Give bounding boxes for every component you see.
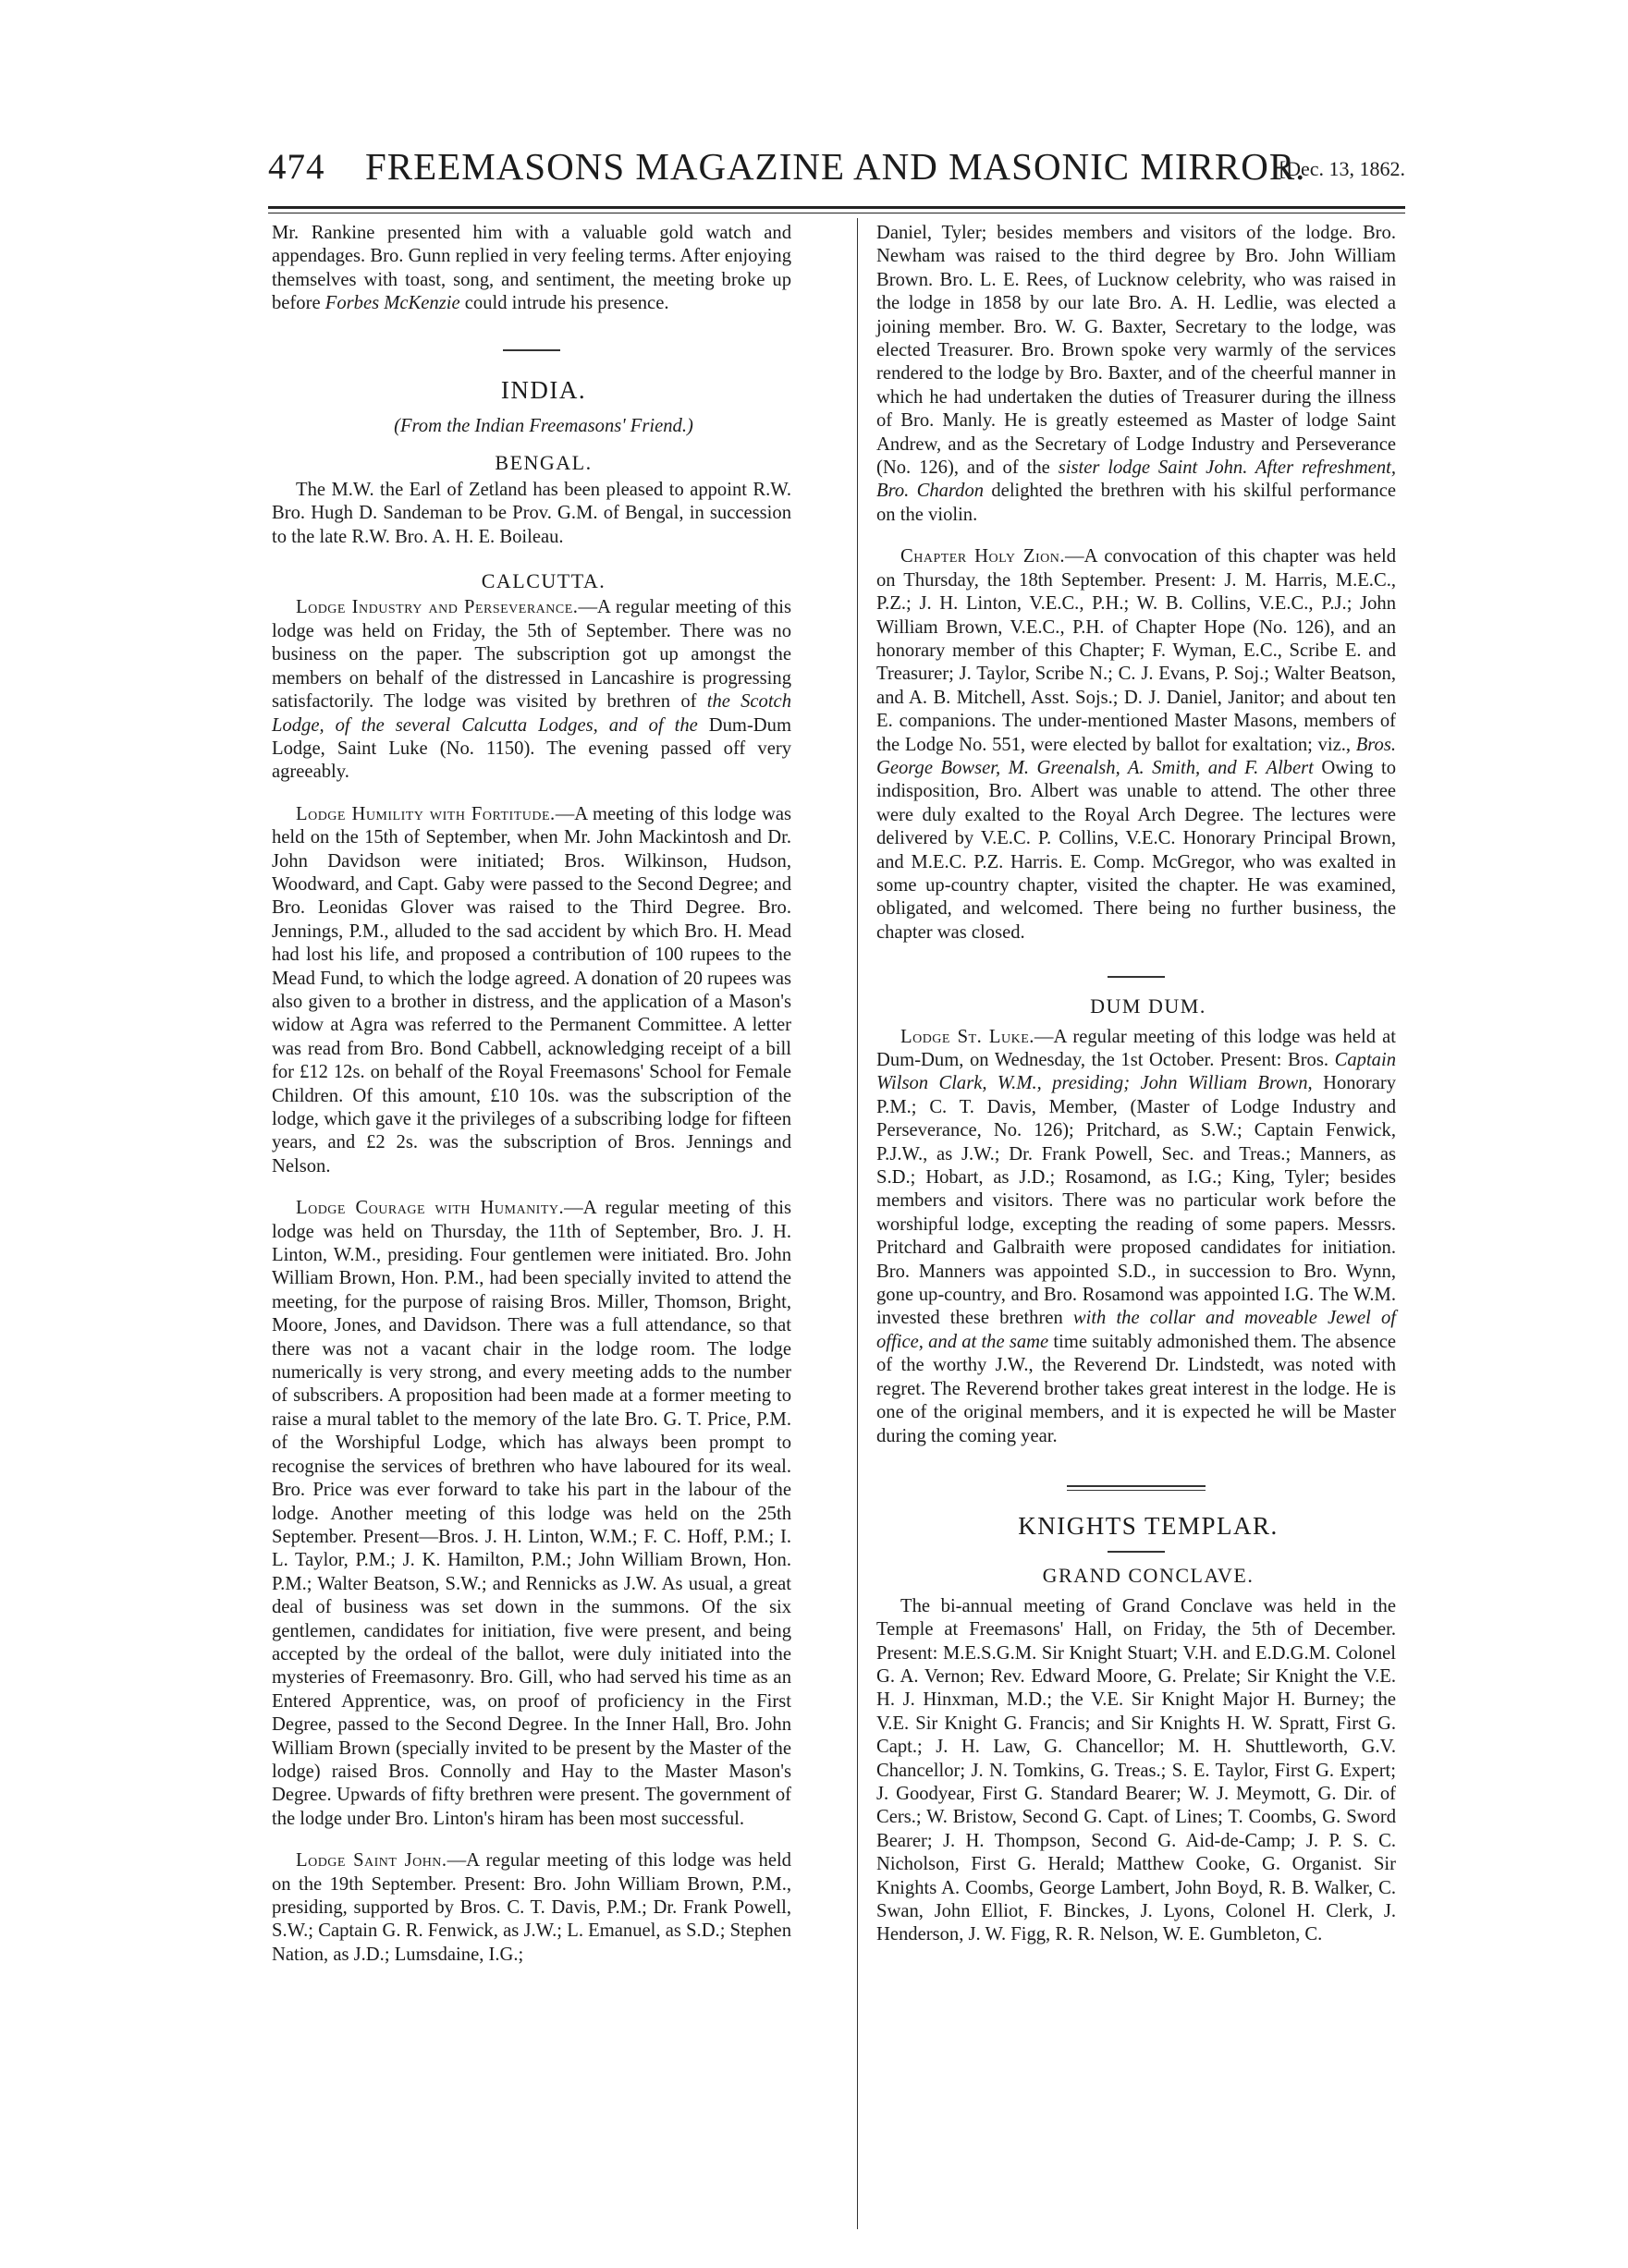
courage-paragraph: Lodge Courage with Humanity.—A regular meeting of this lodge was held on Thursday, the 11th of September, Bro. J. H. Linton, W.M., presiding. Four gentlemen were initiated. Bro. John William Brown, Hon. P.M., had been specially invited to attend the meeting, for the purpose of raising Bros. Miller, Thomson, Bright, Moore, Jones, and Davidson. There was a full attendance, so that there was not a vacant chair in the lodge room. The lodge numerically is very strong, and every meeting adds to the number of subscribers. A proposition had been made at a former meeting to raise a mural tablet to the memory of the late Bro. G. T. Price, P.M. of the Worshipful Lodge, which has always been prompt to recognise the services of brethren who have laboured for its weal. Bro. Price was ever forward to take his part in the labour of the lodge. Another meeting of this lodge was held on the 25th September. Present—Bros. J. H. Linton, W.M.; F. C. Hoff, P.M.; I. L. Taylor, P.M.; J. K. Hamilton, P.M.; John William Brown, Hon. P.M.; Walter Beatson, S.W.; and Rennicks as J.W. As usual, a great deal of business was set down in the summons. Of the six gentlemen, candidates for initiation, five were present, and being accepted by the ordeal of the ballot, were duly initiated into the mysteries of Freemasonry. Bro. Gill, who had served his time as an Entered Apprentice, was, on proof of proficiency in the First Degree, passed to the Second Degree. In the Inner Hall, Bro. John William Brown (specially invited to be present by the Master of the lodge) raised Bros. Connolly and Hay to the Master Mason's Degree. Upwards of fifty brethren were present. The government of the lodge under Bro. Linton's hiram has been most successful. <box>272 1198 791 1829</box>
page-number: 474 <box>268 147 325 187</box>
stluke-lead: Lodge St. Luke. <box>900 1026 1034 1047</box>
grand-conclave-paragraph: The bi-annual meeting of Grand Conclave was held in the Temple at Freemasons' Hall, on Friday, the 5th of December. Present: M.E.S.G.M. Sir Knight Stuart; V.H. and E.D.G.M. Colonel G. A. Vernon; Rev. Edward Moore, G. Prelate; Sir Knight the V.E. H. J. Hinxman, M.D.; the V.E. Sir Knight Major H. Burney; the V.E. Sir Knight G. Francis; and Sir Knights H. W. Spratt, First G. Capt.; J. H. Law, G. Chancellor; M. H. Shuttleworth, G.V. Chancellor; J. N. Tomkins, G. Treas.; S. E. Taylor, First G. Expert; J. Goodyear, First G. Standard Bearer; W. J. Meymott, G. Dir. of Cers.; W. Bristow, Second G. Capt. of Lines; T. Coombs, G. Sword Bearer; J. H. Thompson, Second G. Aid-de-Camp; J. P. S. C. Nicholson, First G. Herald; Matthew Cooke, G. Organist. Sir Knights A. Coombs, George Lambert, John Boyd, R. B. Walker, C. Swan, John Elliot, F. Binckes, J. Lyons, Colonel H. Clerk, J. Henderson, J. W. Figg, R. R. Nelson, W. E. Gumbleton, C. <box>876 1595 1396 1945</box>
bengal-paragraph: The M.W. the Earl of Zetland has been pleased to appoint R.W. Bro. Hugh D. Sandeman to be Prov. G.M. of Bengal, in succession to the late R.W. Bro. A. H. E. Boileau. <box>272 479 791 547</box>
intro-paragraph: Mr. Rankine presented him with a valuable gold watch and appendages. Bro. Gunn replied in very feeling terms. After enjoying themselves with toast, song, and sentiment, the meeting broke up before Forbes McKenzie could intrude his presence. <box>272 223 791 314</box>
holyzion-lead: Chapter Holy Zion. <box>900 546 1066 567</box>
industry-paragraph: Lodge Industry and Perseverance.—A regular meeting of this lodge was held on Friday, the 5th of September. There was no business on the paper. The subscription got up amongst the members on behalf of the distressed in Lancashire is progressing satisfactorily. The lodge was visited by brethren of the Scotch Lodge, of the several Calcutta Lodges, and of the Dum-Dum Lodge, Saint Luke (No. 1150). The evening passed off very agreeably. <box>272 597 791 783</box>
stjohn-lead: Lodge Saint John. <box>296 1850 447 1872</box>
left-column <box>272 222 791 1967</box>
india-byline: (From the Indian Freemasons' Friend.) <box>394 416 693 437</box>
intro-italic: Forbes McKenzie <box>324 293 460 314</box>
stjohn-paragraph: Lodge Saint John.—A regular meeting of this lodge was held on the 19th September. Present: Bro. John William Brown, P.M., presiding, supported by Bros. C. T. Davis, P.M.; Dr. Frank Powell, S.W.; Captain G. R. Fenwick, as J.W.; L. Emanuel, as S.D.; Stephen Nation, as J.D.; Lumsdaine, I.G.; <box>272 1850 791 1965</box>
masthead-title: FREEMASONS MAGAZINE AND MASONIC MIRROR. <box>365 145 1306 188</box>
header-rule-thick <box>268 206 1405 209</box>
stluke-paragraph: Lodge St. Luke.—A regular meeting of this lodge was held at Dum-Dum, on Wednesday, the 1st October. Present: Bros. Captain Wilson Clark, W.M., presiding; John William Brown, Honorary P.M.; C. T. Davis, Member, (Master of Lodge Industry and Perseverance, No. 126); Pritchard, as S.W.; Captain Fenwick, P.J.W., as J.W.; Dr. Frank Powell, Sec. and Treas.; Manners, as S.D.; Hobart, as J.D.; Rosamond, as I.G.; King, Tyler; besides members and visitors. There was no particular work before the worshipful lodge, excepting the reading of some papers. Messrs. Pritchard and Galbraith were proposed candidates for initiation. Bro. Manners was appointed S.D., in succession to Bro. Wynn, gone up-country, and Bro. Rosamond was appointed I.G. The W.M. invested these brethren with the collar and moveable Jewel of office, and at the same time suitably admonished them. The absence of the worthy J.W., the Reverend Dr. Lindstedt, was noted with regret. The Reverend brother takes great interest in the lodge. He is one of the original members, and it is expected he will be Master during the coming year. <box>876 1026 1396 1446</box>
calcutta-heading: CALCUTTA. <box>481 569 606 593</box>
right-column <box>876 222 1396 1947</box>
dumdum-heading: DUM DUM. <box>1090 994 1206 1018</box>
holyzion-paragraph: Chapter Holy Zion.—A convocation of this chapter was held on Thursday, the 18th September. Present: J. M. Harris, M.E.C., P.Z.; J. H. Linton, V.E.C., P.H.; W. B. Collins, V.E.C., P.J.; John William Brown, V.E.C., P.H. of Chapter Hope (No. 126), and an honorary member of this Chapter; F. Wyman, E.C., Scribe E. and Treasurer; J. Taylor, Scribe N.; C. J. Evans, P. Soj.; Walter Beatson, and A. B. Mitchell, Asst. Sojs.; D. J. Daniel, Janitor; and about ten E. companions. The under-mentioned Master Masons, members of the Lodge No. 551, were elected by ballot for exaltation; viz., Bros. George Bowser, M. Greenalsh, A. Smith, and F. Albert Owing to indisposition, Bro. Albert was unable to attend. The other three were duly exalted to the Royal Arch Degree. The lectures were delivered by V.E.C. P. Collins, V.E.C. Honorary Principal Brown, and M.E.C. P.Z. Harris. E. Comp. McGregor, who was exalted in some up-country chapter, visited the chapter. He was examined, obligated, and welcomed. There being no further business, the chapter was closed. <box>876 546 1396 943</box>
page-header <box>268 144 1405 190</box>
column-divider <box>857 218 858 2229</box>
courage-lead: Lodge Courage with Humanity. <box>296 1198 565 1219</box>
grand-conclave-heading: GRAND CONCLAVE. <box>1042 1564 1255 1588</box>
humility-paragraph: Lodge Humility with Fortitude.—A meeting of this lodge was held on the 15th of September, when Mr. John Mackintosh and Dr. John Davidson were initiated; Bros. Wilkinson, Hudson, Woodward, and Capt. Gaby were passed to the Second Degree; and Bro. Leonidas Glover was raised to the Third Degree. Bro. Jennings, P.M., alluded to the sad accident by which Bro. H. Mead had lost his life, and proposed a contribution of 100 rupees to the Mead Fund, to which the lodge agreed. A donation of 20 rupees was also given to a brother in distress, and the application of a Mason's widow at Agra was referred to the Permanent Committee. A letter was read from Bro. Bond Cabbell, acknowledging receipt of a bill for £12 12s. on behalf of the Royal Freemasons' School for Female Children. Of this amount, £10 10s. was the subscription of the lodge, which gave it the privileges of a subscribing lodge for fifteen years, and £2 2s. was the subscription of Bros. Jennings and Nelson. <box>272 803 791 1177</box>
industry-lead: Lodge Industry and Perseverance. <box>296 597 579 618</box>
issue-date: [Dec. 13, 1862. <box>1279 157 1405 180</box>
india-heading: INDIA. <box>500 375 587 404</box>
humility-lead: Lodge Humility with Fortitude. <box>296 803 556 824</box>
bengal-heading: BENGAL. <box>495 451 593 475</box>
knights-templar-heading: KNIGHTS TEMPLAR. <box>1018 1511 1279 1540</box>
stjohn-continued: Daniel, Tyler; besides members and visitors of the lodge. Bro. Newham was raised to the third degree by Bro. John William Brown. Bro. L. E. Rees, of Lucknow celebrity, who was raised in the lodge in 1858 by our late Bro. A. H. Ledlie, was elected a joining member. Bro. W. G. Baxter, Secretary to the lodge, was elected Treasurer. Bro. Brown spoke very warmly of the services rendered to the lodge by Bro. Baxter, and of the cheerful manner in which he had undertaken the duties of Treasurer during the illness of Bro. Manly. He is greatly esteemed as Master of lodge Saint Andrew, and as the Secretary of Lodge Industry and Perseverance (No. 126), and of the sister lodge Saint John. After refreshment, Bro. Chardon delighted the brethren with his skilful performance on the violin. <box>876 223 1396 525</box>
